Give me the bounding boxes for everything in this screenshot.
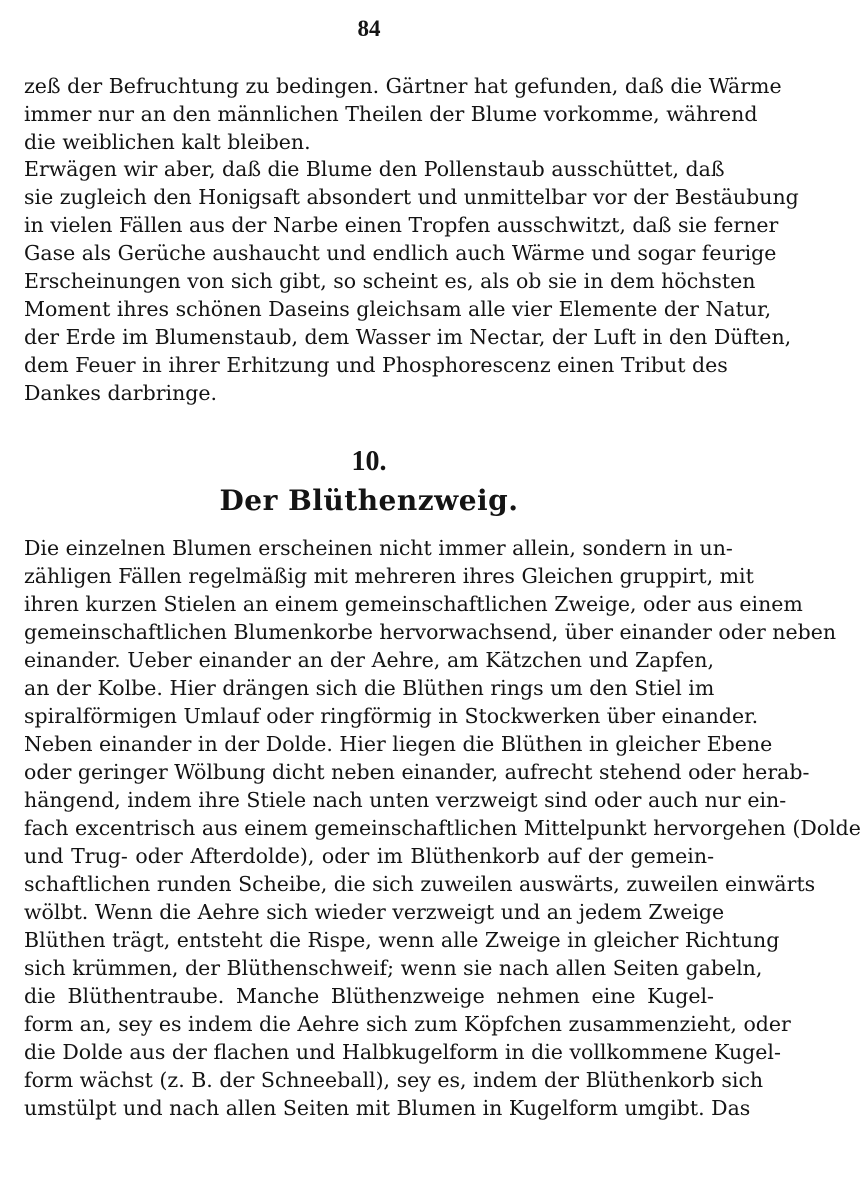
text-line: wölbt. Wenn die Aehre sich wieder verzweigt und an jedem Zweige — [24, 900, 725, 924]
text-line: Gase als Gerüche aushaucht und endlich auch Wärme und sogar feurige — [24, 241, 777, 265]
text-line: Moment ihres schönen Daseins gleichsam alle vier Elemente der Natur, — [24, 297, 772, 321]
text-line: die Blüthentraube. Manche Blüthenzweige nehmen eine Kugel- — [24, 984, 714, 1008]
text-line: ihren kurzen Stielen an einem gemeinschaftlichen Zweige, oder aus einem — [24, 592, 803, 616]
text-line: die Dolde aus der flachen und Halbkugelform in die vollkommene Kugel- — [24, 1040, 781, 1064]
text-line: umstülpt und nach allen Seiten mit Blumen in Kugelform umgibt. Das — [24, 1096, 751, 1120]
text-line: form wächst (z. B. der Schneeball), sey es, indem der Blüthenkorb sich — [24, 1068, 764, 1092]
text-line: die weiblichen kalt bleiben. — [24, 130, 311, 154]
section-number: 10. — [351, 446, 387, 477]
text-line: gemeinschaftlichen Blumenkorbe hervorwachsend, über einander oder neben — [24, 620, 837, 644]
text-line: dem Feuer in ihrer Erhitzung und Phosphorescenz einen Tribut des — [24, 353, 728, 377]
section-title: Der Blüthenzweig. — [219, 484, 519, 517]
page-number: 84 — [357, 16, 381, 41]
text-line: oder geringer Wölbung dicht neben einander, aufrecht stehend oder herab- — [24, 760, 810, 784]
text-line: Blüthen trägt, entsteht die Rispe, wenn alle Zweige in gleicher Richtung — [24, 928, 780, 952]
text-line: einander. Ueber einander an der Aehre, am Kätzchen und Zapfen, — [24, 648, 714, 672]
text-line: immer nur an den männlichen Theilen der Blume vorkomme, während — [24, 102, 758, 126]
text-line: fach excentrisch aus einem gemeinschaftlichen Mittelpunkt hervorgehen (Dolde — [24, 816, 861, 840]
text-line: zähligen Fällen regelmäßig mit mehreren ihres Gleichen gruppirt, mit — [24, 564, 754, 588]
text-line: zeß der Befruchtung zu bedingen. Gärtner hat gefunden, daß die Wärme — [24, 74, 782, 98]
text-line: form an, sey es indem die Aehre sich zum Köpfchen zusammenzieht, oder — [24, 1012, 791, 1036]
text-line: an der Kolbe. Hier drängen sich die Blüthen rings um den Stiel im — [24, 676, 715, 700]
text-line: Erscheinungen von sich gibt, so scheint es, als ob sie in dem höchsten — [24, 269, 756, 293]
text-line: schaftlichen runden Scheibe, die sich zuweilen auswärts, zuweilen einwärts — [24, 872, 816, 896]
text-line: der Erde im Blumenstaub, dem Wasser im Nectar, der Luft in den Düften, — [24, 325, 792, 349]
text-line: sich krümmen, der Blüthenschweif; wenn sie nach allen Seiten gabeln, — [24, 956, 763, 980]
text-line: in vielen Fällen aus der Narbe einen Tropfen ausschwitzt, daß sie ferner — [24, 213, 779, 237]
text-line: Neben einander in der Dolde. Hier liegen die Blüthen in gleicher Ebene — [24, 732, 773, 756]
text-line: Die einzelnen Blumen erscheinen nicht immer allein, sondern in un- — [24, 536, 733, 560]
text-line: Erwägen wir aber, daß die Blume den Pollenstaub ausschüttet, daß — [24, 157, 725, 181]
text-line: spiralförmigen Umlauf oder ringförmig in Stockwerken über einander. — [24, 704, 759, 728]
text-line: sie zugleich den Honigsaft absondert und unmittelbar vor der Bestäubung — [24, 185, 799, 209]
text-line: und Trug- oder Afterdolde), oder im Blüthenkorb auf der gemein- — [24, 844, 714, 868]
text-line: Dankes darbringe. — [24, 381, 218, 405]
text-line: hängend, indem ihre Stiele nach unten verzweigt sind oder auch nur ein- — [24, 788, 787, 812]
